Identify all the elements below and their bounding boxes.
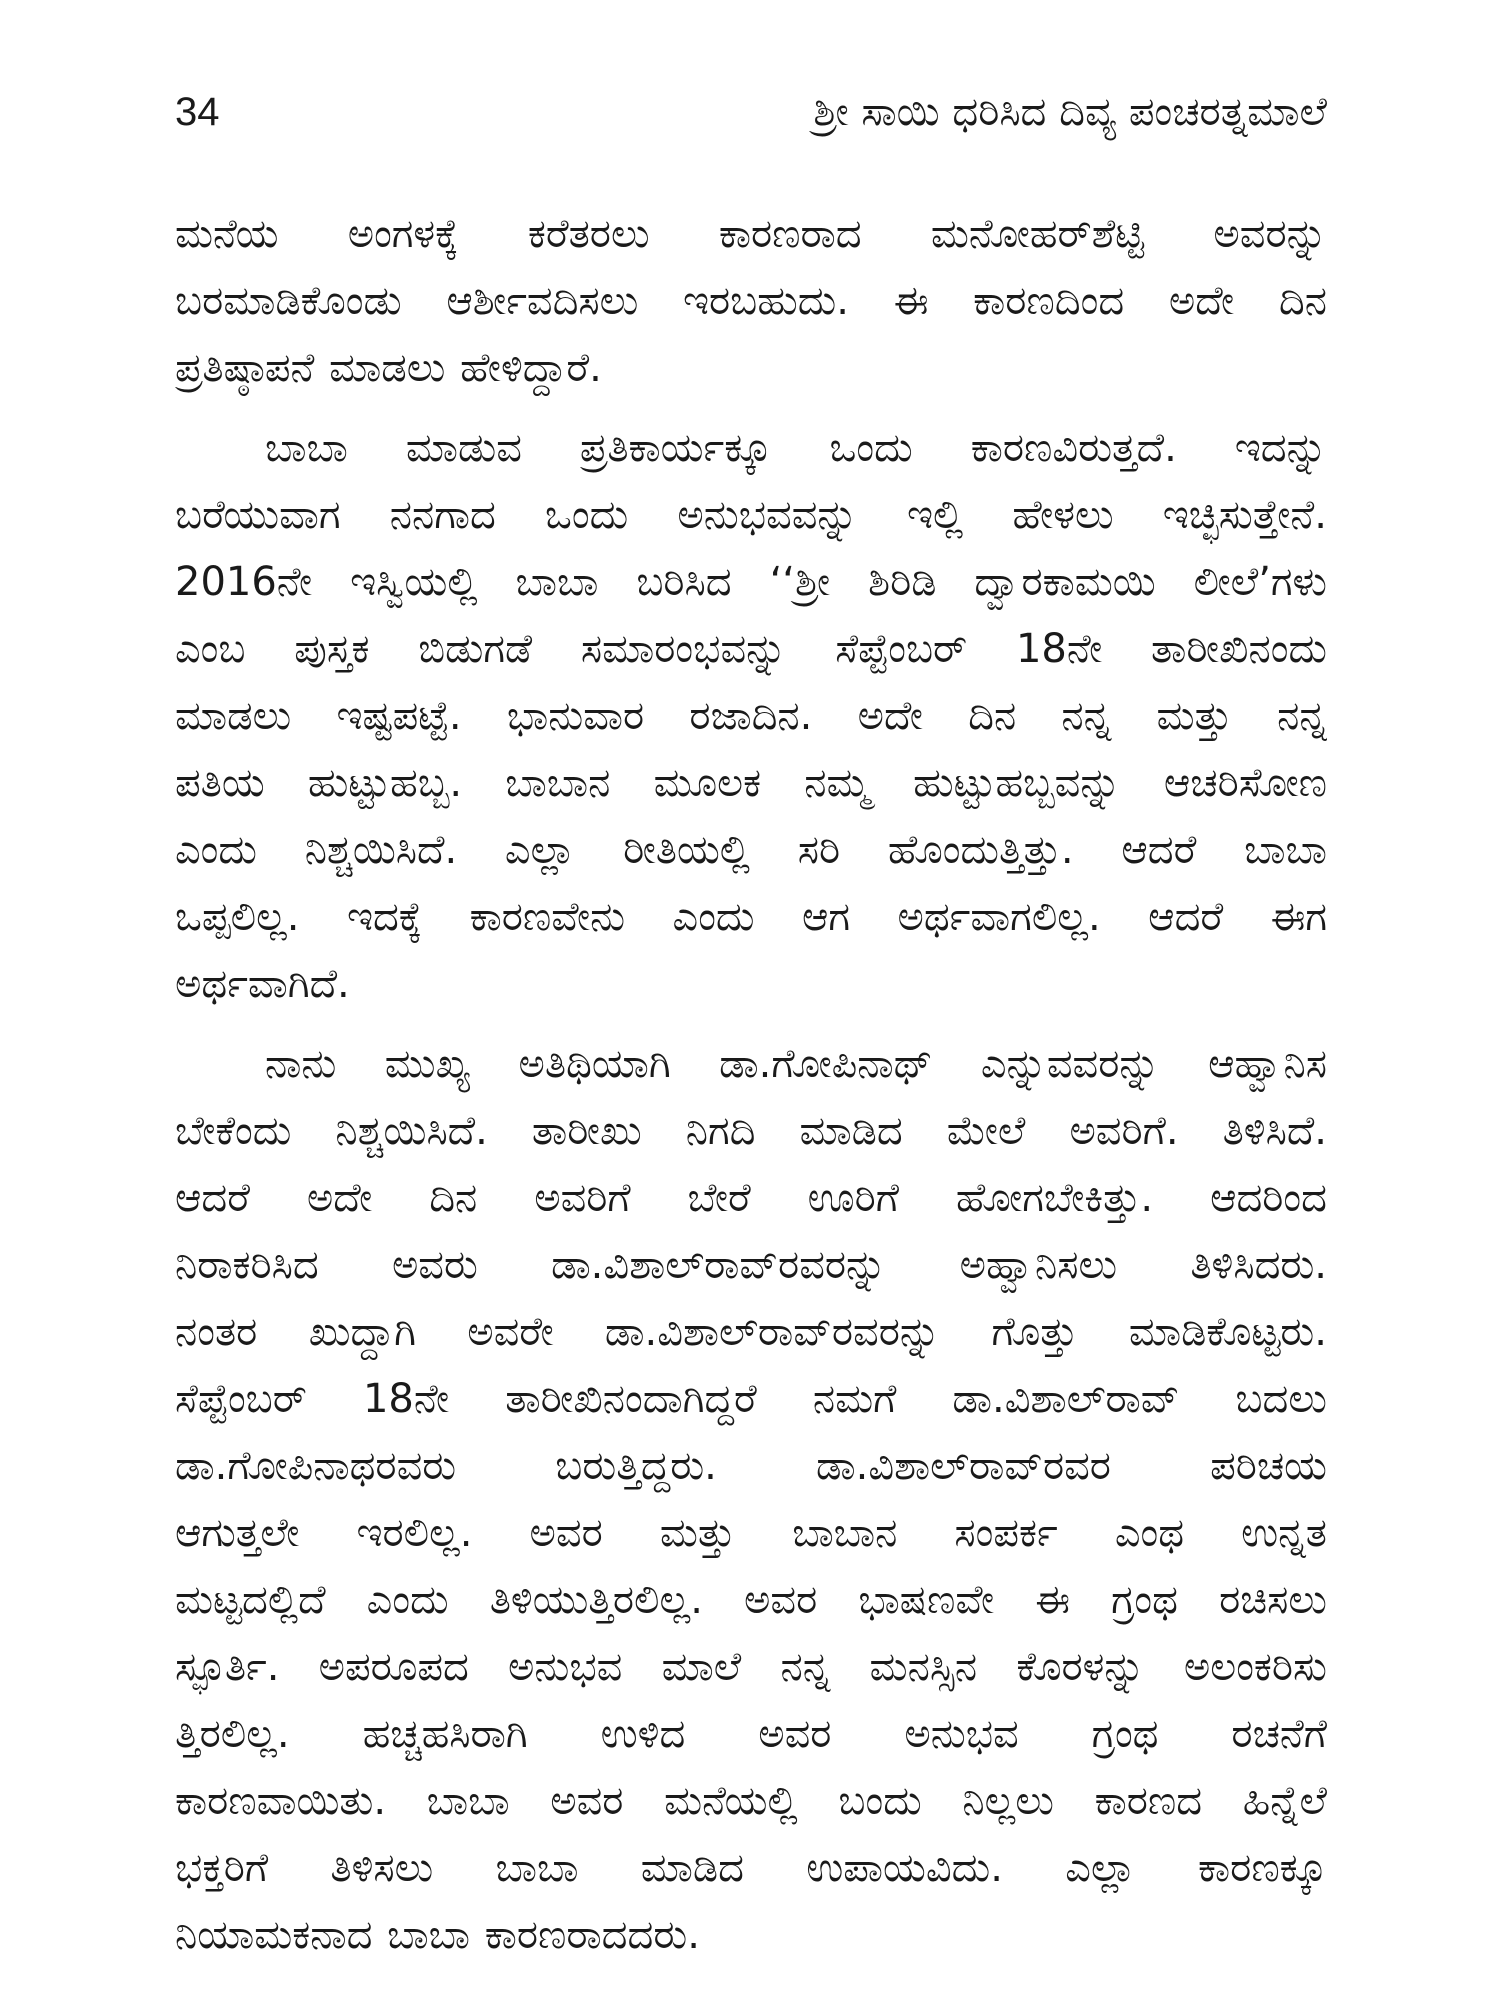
text-line: ನಾನು ಮುಖ್ಯ ಅತಿಥಿಯಾಗಿ ಡಾ.ಗೋಪಿನಾಥ್ ಎನ್ನುವವರನ್ನು ಆಹ್ವಾನಿಸ xyxy=(265,1041,1327,1087)
text-line: 2016ನೇ ಇಸ್ವಿಯಲ್ಲಿ ಬಾಬಾ ಬರಿಸಿದ ‘‘ಶ್ರೀ ಶಿರಿಡಿ ದ್ವಾರಕಾಮಯಿ ಲೀಲೆ’ಗಳು xyxy=(175,559,1327,605)
page-header xyxy=(175,82,1327,142)
text-line: ಮಾಡಲು ಇಷ್ಟಪಟ್ಟೆ. ಭಾನುವಾರ ರಜಾದಿನ. ಅದೇ ದಿನ ನನ್ನ ಮತ್ತು ನನ್ನ xyxy=(175,693,1327,739)
text-line: ಅರ್ಥವಾಗಿದೆ. xyxy=(175,961,350,1007)
paragraph xyxy=(175,201,1327,402)
text-line: ಬರೆಯುವಾಗ ನನಗಾದ ಒಂದು ಅನುಭವವನ್ನು ಇಲ್ಲಿ ಹೇಳಲು ಇಚ್ಛಿಸುತ್ತೇನೆ. xyxy=(175,492,1327,538)
text-line: ಸೆಪ್ಟೆಂಬರ್ 18ನೇ ತಾರೀಖಿನಂದಾಗಿದ್ದರೆ ನಮಗೆ ಡಾ.ವಿಶಾಲ್‌ರಾವ್ ಬದಲು xyxy=(175,1376,1327,1422)
text-line: ಸ್ಫೂರ್ತಿ. ಅಪರೂಪದ ಅನುಭವ ಮಾಲೆ ನನ್ನ ಮನಸ್ಸಿನ ಕೊರಳನ್ನು ಅಲಂಕರಿಸು xyxy=(175,1644,1327,1690)
paragraph xyxy=(175,1031,1327,1969)
text-line: ಡಾ.ಗೋಪಿನಾಥರವರು ಬರುತ್ತಿದ್ದರು. ಡಾ.ವಿಶಾಲ್‌ರಾವ್‌ರವರ ಪರಿಚಯ xyxy=(175,1443,1327,1489)
text-line: ನಂತರ ಖುದ್ದಾಗಿ ಅವರೇ ಡಾ.ವಿಶಾಲ್‌ರಾವ್‌ರವರನ್ನು ಗೊತ್ತು ಮಾಡಿಕೊಟ್ಟರು. xyxy=(175,1309,1327,1355)
paragraph xyxy=(175,415,1327,1018)
text-line: ಕಾರಣವಾಯಿತು. ಬಾಬಾ ಅವರ ಮನೆಯಲ್ಲಿ ಬಂದು ನಿಲ್ಲಲು ಕಾರಣದ ಹಿನ್ನೆಲೆ xyxy=(175,1778,1327,1824)
text-line: ಬರಮಾಡಿಕೊಂಡು ಆರ್ಶೀವದಿಸಲು ಇರಬಹುದು. ಈ ಕಾರಣದಿಂದ ಅದೇ ದಿನ xyxy=(175,278,1327,324)
text-line: ಪತಿಯ ಹುಟ್ಟುಹಬ್ಬ. ಬಾಬಾನ ಮೂಲಕ ನಮ್ಮ ಹುಟ್ಟುಹಬ್ಬವನ್ನು ಆಚರಿಸೋಣ xyxy=(175,760,1327,806)
text-line: ತ್ತಿರಲಿಲ್ಲ. ಹಚ್ಚಹಸಿರಾಗಿ ಉಳಿದ ಅವರ ಅನುಭವ ಗ್ರಂಥ ರಚನೆಗೆ xyxy=(175,1711,1327,1757)
text-line: ಆದರೆ ಅದೇ ದಿನ ಅವರಿಗೆ ಬೇರೆ ಊರಿಗೆ ಹೋಗಬೇಕಿತ್ತು. ಆದರಿಂದ xyxy=(175,1175,1327,1221)
text-line: ಬಾಬಾ ಮಾಡುವ ಪ್ರತಿಕಾರ್ಯಕ್ಕೂ ಒಂದು ಕಾರಣವಿರುತ್ತದೆ. ಇದನ್ನು xyxy=(265,425,1327,471)
text-body xyxy=(175,201,1327,1969)
text-line: ಮಟ್ಟದಲ್ಲಿದೆ ಎಂದು ತಿಳಿಯುತ್ತಿರಲಿಲ್ಲ. ಅವರ ಭಾಷಣವೇ ಈ ಗ್ರಂಥ ರಚಿಸಲು xyxy=(175,1577,1327,1623)
text-line: ಭಕ್ತರಿಗೆ ತಿಳಿಸಲು ಬಾಬಾ ಮಾಡಿದ ಉಪಾಯವಿದು. ಎಲ್ಲಾ ಕಾರಣಕ್ಕೂ xyxy=(175,1845,1327,1891)
text-line: ಒಪ್ಪಲಿಲ್ಲ. ಇದಕ್ಕೆ ಕಾರಣವೇನು ಎಂದು ಆಗ ಅರ್ಥವಾಗಲಿಲ್ಲ. ಆದರೆ ಈಗ xyxy=(175,894,1327,940)
text-line: ಎಂದು ನಿಶ್ಚಯಿಸಿದೆ. ಎಲ್ಲಾ ರೀತಿಯಲ್ಲಿ ಸರಿ ಹೊಂದುತ್ತಿತ್ತು. ಆದರೆ ಬಾಬಾ xyxy=(175,827,1327,873)
text-line: ಮನೆಯ ಅಂಗಳಕ್ಕೆ ಕರೆತರಲು ಕಾರಣರಾದ ಮನೋಹರ್‌ಶೆಟ್ಟಿ ಅವರನ್ನು xyxy=(175,211,1327,257)
text-line: ನಿರಾಕರಿಸಿದ ಅವರು ಡಾ.ವಿಶಾಲ್‌ರಾವ್‌ರವರನ್ನು ಅಹ್ವಾನಿಸಲು ತಿಳಿಸಿದರು. xyxy=(175,1242,1327,1288)
text-line: ನಿಯಾಮಕನಾದ ಬಾಬಾ ಕಾರಣರಾದದರು. xyxy=(175,1912,700,1958)
page-number: 34 xyxy=(175,90,220,134)
text-line: ಆಗುತ್ತಲೇ ಇರಲಿಲ್ಲ. ಅವರ ಮತ್ತು ಬಾಬಾನ ಸಂಪರ್ಕ ಎಂಥ ಉನ್ನತ xyxy=(175,1510,1327,1556)
text-line: ಪ್ರತಿಷ್ಠಾಪನೆ ಮಾಡಲು ಹೇಳಿದ್ದಾರೆ. xyxy=(175,345,602,391)
text-line: ಎಂಬ ಪುಸ್ತಕ ಬಿಡುಗಡೆ ಸಮಾರಂಭವನ್ನು ಸೆಪ್ಟೆಂಬರ್ 18ನೇ ತಾರೀಖಿನಂದು xyxy=(175,626,1327,672)
text-line: ಬೇಕೆಂದು ನಿಶ್ಚಯಿಸಿದೆ. ತಾರೀಖು ನಿಗದಿ ಮಾಡಿದ ಮೇಲೆ ಅವರಿಗೆ. ತಿಳಿಸಿದೆ. xyxy=(175,1108,1327,1154)
running-title: ಶ್ರೀ ಸಾಯಿ ಧರಿಸಿದ ದಿವ್ಯ ಪಂಚರತ್ನಮಾಲೆ xyxy=(813,89,1327,135)
